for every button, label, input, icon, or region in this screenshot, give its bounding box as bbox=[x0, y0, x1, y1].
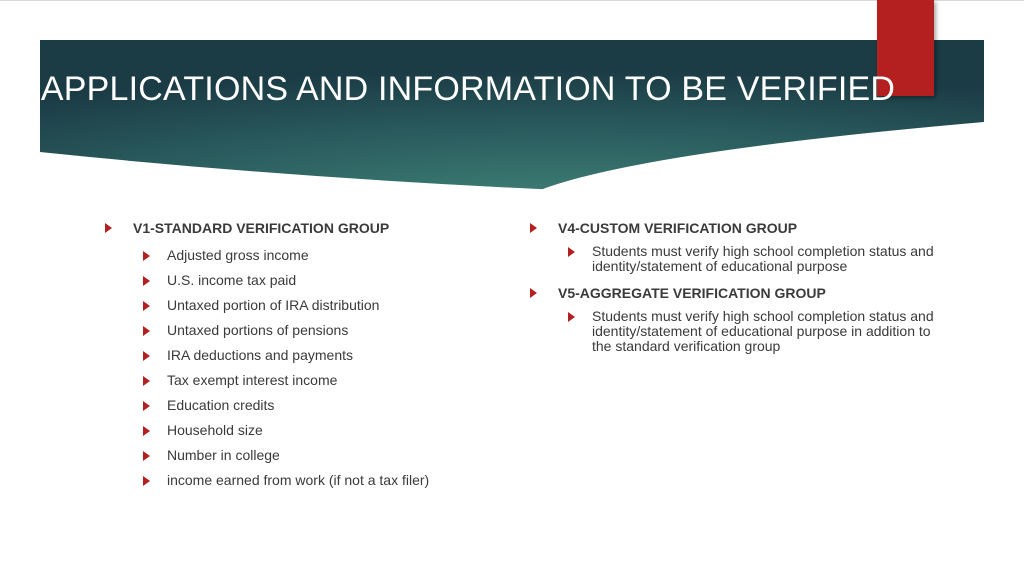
triangle-bullet-icon bbox=[143, 401, 150, 411]
group-heading-label: V4-CUSTOM VERIFICATION GROUP bbox=[558, 220, 798, 236]
top-rule bbox=[0, 0, 1024, 1]
triangle-bullet-icon bbox=[143, 476, 150, 486]
slide-title: APPLICATIONS AND INFORMATION TO BE VERIFIED bbox=[40, 70, 896, 108]
list-item-label: Untaxed portion of IRA distribution bbox=[167, 297, 380, 313]
title-banner bbox=[40, 40, 984, 190]
triangle-bullet-icon bbox=[143, 351, 150, 361]
right-column bbox=[530, 218, 950, 363]
group-heading-v4 bbox=[530, 218, 950, 238]
list-item bbox=[105, 323, 505, 338]
triangle-bullet-icon bbox=[143, 251, 150, 261]
triangle-bullet-icon bbox=[568, 312, 575, 322]
list-item bbox=[105, 423, 505, 438]
triangle-bullet-icon bbox=[143, 426, 150, 436]
triangle-bullet-icon bbox=[568, 247, 575, 257]
list-item bbox=[105, 398, 505, 413]
list-item-label: income earned from work (if not a tax filer) bbox=[167, 472, 430, 488]
list-item-label: IRA deductions and payments bbox=[167, 347, 354, 363]
triangle-bullet-icon bbox=[143, 326, 150, 336]
list-item bbox=[105, 273, 505, 288]
list-item-label: Students must verify high school completion status and identity/statement of educational purpose in addition to the standard verification group bbox=[592, 308, 934, 354]
list-item-label: Tax exempt interest income bbox=[167, 372, 338, 388]
group-heading-v5 bbox=[530, 283, 950, 303]
list-item bbox=[530, 244, 950, 274]
list-item-label: Students must verify high school completion status and identity/statement of educational purpose bbox=[592, 243, 934, 274]
list-item-label: Adjusted gross income bbox=[167, 247, 309, 263]
list-item bbox=[530, 309, 950, 354]
list-item bbox=[105, 448, 505, 463]
triangle-bullet-icon bbox=[143, 451, 150, 461]
triangle-bullet-icon bbox=[530, 288, 537, 298]
group-heading-label: V5-AGGREGATE VERIFICATION GROUP bbox=[558, 285, 826, 301]
list-item bbox=[105, 248, 505, 263]
left-column bbox=[105, 218, 505, 488]
list-item-label: Household size bbox=[167, 422, 263, 438]
triangle-bullet-icon bbox=[143, 376, 150, 386]
triangle-bullet-icon bbox=[530, 223, 537, 233]
list-item-label: U.S. income tax paid bbox=[167, 272, 297, 288]
list-item-label: Number in college bbox=[167, 447, 280, 463]
group-heading-v1 bbox=[105, 218, 505, 238]
triangle-bullet-icon bbox=[143, 301, 150, 311]
triangle-bullet-icon bbox=[105, 223, 112, 233]
list-item bbox=[105, 348, 505, 363]
list-item-label: Untaxed portions of pensions bbox=[167, 322, 349, 338]
list-item-label: Education credits bbox=[167, 397, 275, 413]
list-item bbox=[105, 373, 505, 388]
list-item bbox=[105, 298, 505, 313]
list-item bbox=[105, 473, 505, 488]
group-heading-label: V1-STANDARD VERIFICATION GROUP bbox=[133, 220, 390, 236]
triangle-bullet-icon bbox=[143, 276, 150, 286]
